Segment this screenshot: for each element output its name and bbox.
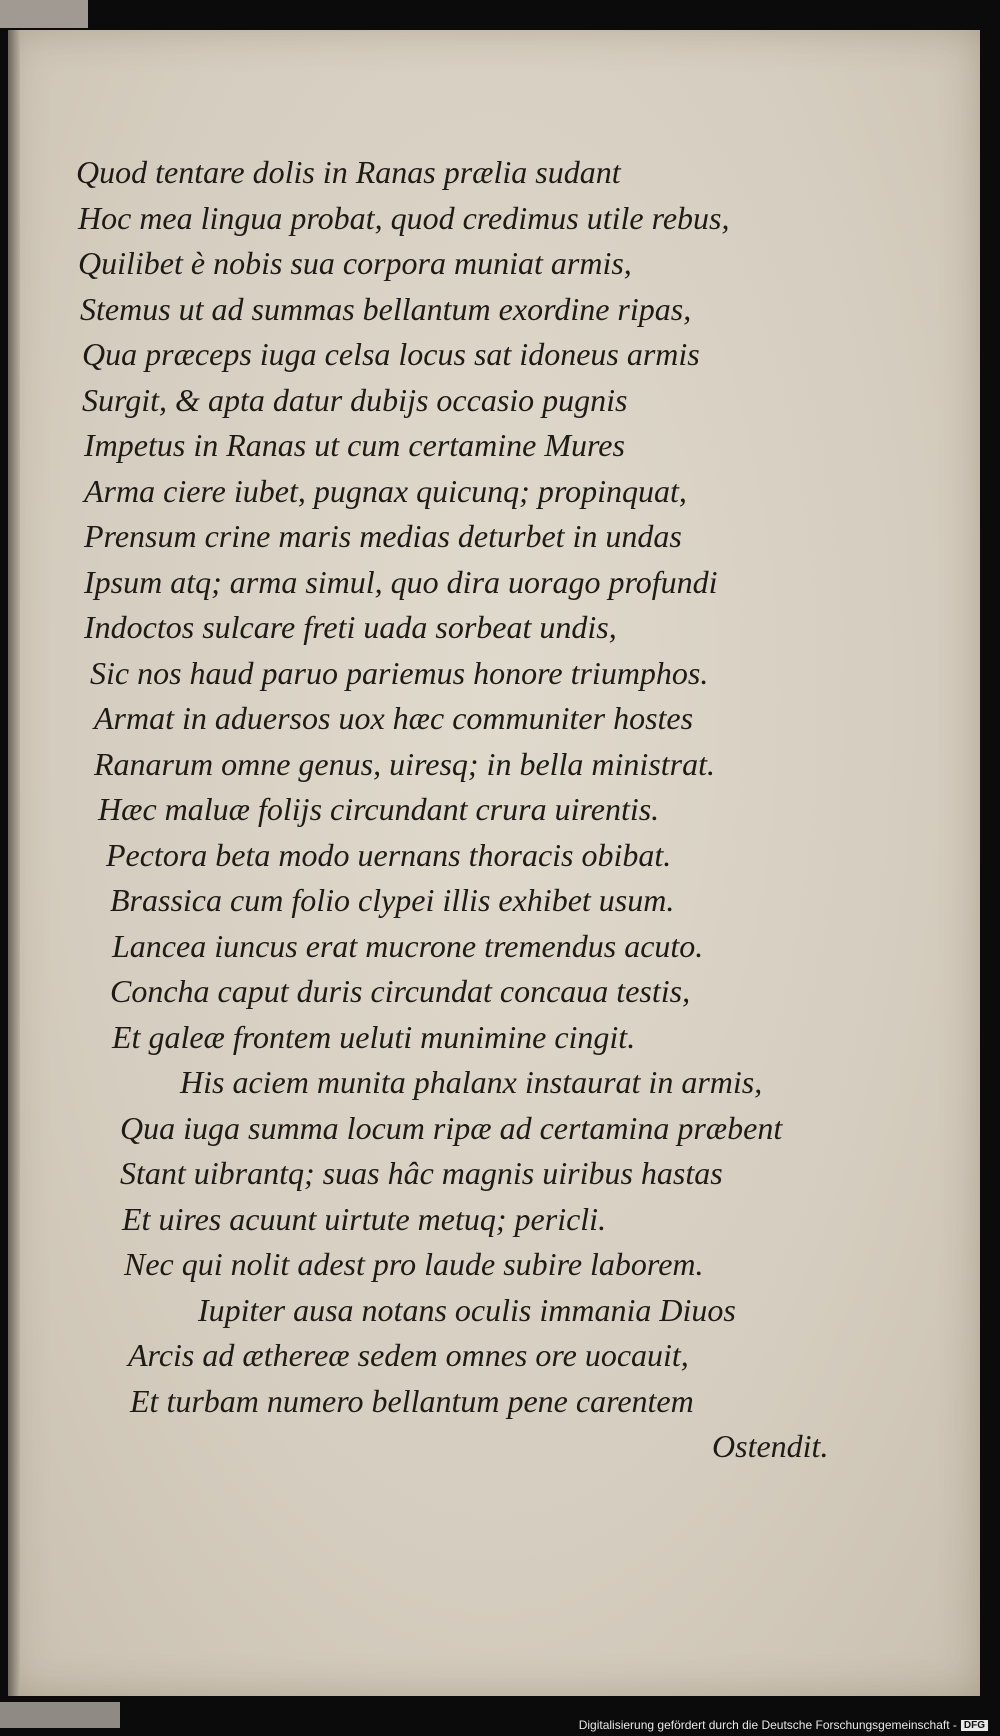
catchword: Ostendit. xyxy=(712,1428,829,1464)
verse-line: Iupiter ausa notans oculis immania Diuos xyxy=(198,1291,736,1328)
verse-line: Et uires acuunt uirtute metuq; pericli. xyxy=(122,1200,607,1237)
verse-line: Surgit, & apta datur dubijs occasio pugnis xyxy=(82,381,628,418)
verse-line: Lancea iuncus erat mucrone tremendus acuto. xyxy=(112,927,704,964)
verse-line: Et turbam numero bellantum pene carentem xyxy=(130,1382,694,1419)
scan-tab xyxy=(0,1702,120,1728)
page-edge xyxy=(8,30,20,1696)
verse-line: Arcis ad æthereæ sedem omnes ore uocauit, xyxy=(128,1337,689,1373)
verse-line: Stemus ut ad summas bellantum exordine ripas, xyxy=(80,290,692,327)
verse-text xyxy=(76,150,876,1470)
verse-line: Ipsum atq; arma simul, quo dira uorago profundi xyxy=(84,563,718,600)
book-page xyxy=(8,30,980,1696)
scan-corner xyxy=(0,0,88,28)
digitization-credit xyxy=(579,1718,988,1732)
verse-line: Quilibet è nobis sua corpora muniat armis, xyxy=(78,245,632,281)
verse-line: Nec qui nolit adest pro laude subire laborem. xyxy=(124,1246,704,1282)
verse-line: Pectora beta modo uernans thoracis obibat. xyxy=(106,836,672,873)
verse-line: Qua iuga summa locum ripæ ad certamina præbent xyxy=(120,1109,783,1146)
verse-line: Hæc maluæ folijs circundant crura uirentis. xyxy=(98,791,660,827)
verse-line: Indoctos sulcare freti uada sorbeat undis, xyxy=(84,609,617,645)
verse-line: Stant uibrantq; suas hâc magnis uiribus hastas xyxy=(120,1155,723,1191)
verse-line: Armat in aduersos uox hæc communiter hostes xyxy=(94,700,694,736)
verse-line: Quod tentare dolis in Ranas prælia sudant xyxy=(76,154,621,190)
verse-line: Qua præceps iuga celsa locus sat idoneus armis xyxy=(82,336,700,372)
verse-line: His aciem munita phalanx instaurat in armis, xyxy=(180,1064,763,1100)
verse-line: Concha caput duris circundat concaua testis, xyxy=(110,973,691,1009)
verse-line: Hoc mea lingua probat, quod credimus utile rebus, xyxy=(78,199,730,236)
verse-line: Sic nos haud paruo pariemus honore triumphos. xyxy=(90,654,709,691)
credit-text: Digitalisierung gefördert durch die Deutsche Forschungsgemeinschaft - xyxy=(578,1718,957,1732)
verse-line: Et galeæ frontem ueluti munimine cingit. xyxy=(112,1018,636,1055)
verse-line: Arma ciere iubet, pugnax quicunq; propinquat, xyxy=(84,472,687,509)
verse-line: Impetus in Ranas ut cum certamine Mures xyxy=(84,427,625,463)
verse-line: Prensum crine maris medias deturbet in undas xyxy=(84,518,682,554)
dfg-logo-icon: DFG xyxy=(961,1720,988,1731)
verse-line: Brassica cum folio clypei illis exhibet usum. xyxy=(110,882,675,918)
verse-line: Ranarum omne genus, uiresq; in bella ministrat. xyxy=(94,745,715,782)
